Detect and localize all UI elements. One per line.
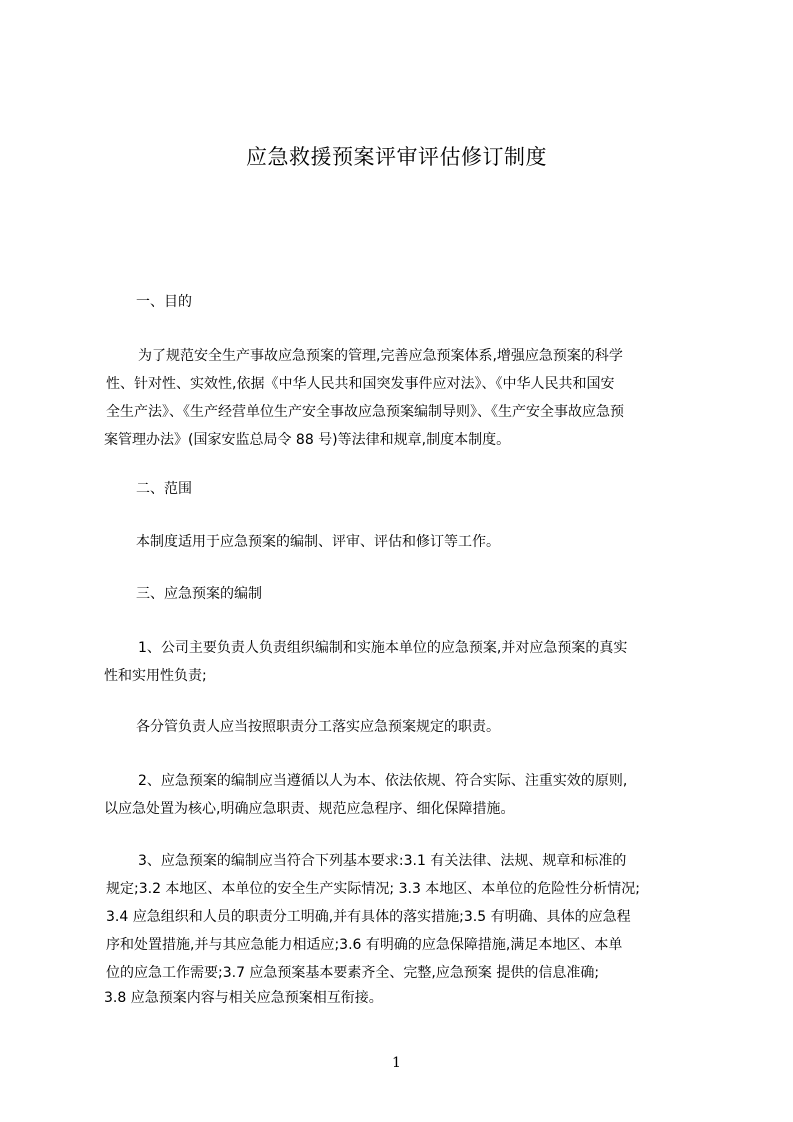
paragraph-line: 序和处置措施,并与其应急能力相适应;3.6 有明确的应急保障措施,满足本地区、本单 bbox=[106, 937, 623, 953]
paragraph-line: 全生产法》、《生产经营单位生产安全事故应急预案编制导则》、《生产安全事故应急预 bbox=[106, 404, 624, 420]
paragraph-line: 3.4 应急组织和人员的职责分工明确,并有具体的落实措施;3.5 有明确、具体的应急程 bbox=[106, 909, 631, 925]
paragraph-line: 案管理办法》(国家安监总局令 88 号)等法律和规章,制度本制度。 bbox=[104, 432, 511, 448]
page-number: 1 bbox=[392, 1055, 401, 1071]
paragraph-line: 各分管负责人应当按照职责分工落实应急预案规定的职责。 bbox=[136, 719, 500, 735]
section-heading-compilation: 三、应急预案的编制 bbox=[136, 586, 262, 602]
paragraph-line: 3.8 应急预案内容与相关应急预案相互衔接。 bbox=[104, 990, 383, 1006]
paragraph-line: 2、应急预案的编制应当遵循以人为本、依法依规、符合实际、注重实效的原则, bbox=[138, 773, 628, 789]
paragraph-line: 性、针对性、实效性,依据《中华人民共和国突发事件应对法》、《中华人民共和国安 bbox=[106, 376, 615, 392]
section-heading-purpose: 一、目的 bbox=[136, 294, 192, 310]
paragraph-line: 位的应急工作需要;3.7 应急预案基本要素齐全、完整,应急预案 提供的信息准确; bbox=[106, 965, 600, 981]
paragraph-line: 规定;3.2 本地区、本单位的安全生产实际情况; 3.3 本地区、本单位的危险性分析情况; bbox=[106, 881, 641, 897]
paragraph-line: 以应急处置为核心,明确应急职责、规范应急程序、细化保障措施。 bbox=[104, 801, 515, 817]
paragraph-line: 3、应急预案的编制应当符合下列基本要求:3.1 有关法律、法规、规章和标准的 bbox=[138, 853, 627, 869]
paragraph-line: 本制度适用于应急预案的编制、评审、评估和修订等工作。 bbox=[136, 534, 500, 550]
document-title: 应急救援预案评审评估修订制度 bbox=[246, 145, 547, 169]
section-heading-scope: 二、范围 bbox=[136, 481, 192, 497]
paragraph-line: 1、公司主要负责人负责组织编制和实施本单位的应急预案,并对应急预案的真实 bbox=[138, 640, 628, 656]
paragraph-line: 性和实用性负责; bbox=[104, 668, 207, 684]
paragraph-line: 为了规范安全生产事故应急预案的管理,完善应急预案体系,增强应急预案的科学 bbox=[138, 348, 623, 364]
